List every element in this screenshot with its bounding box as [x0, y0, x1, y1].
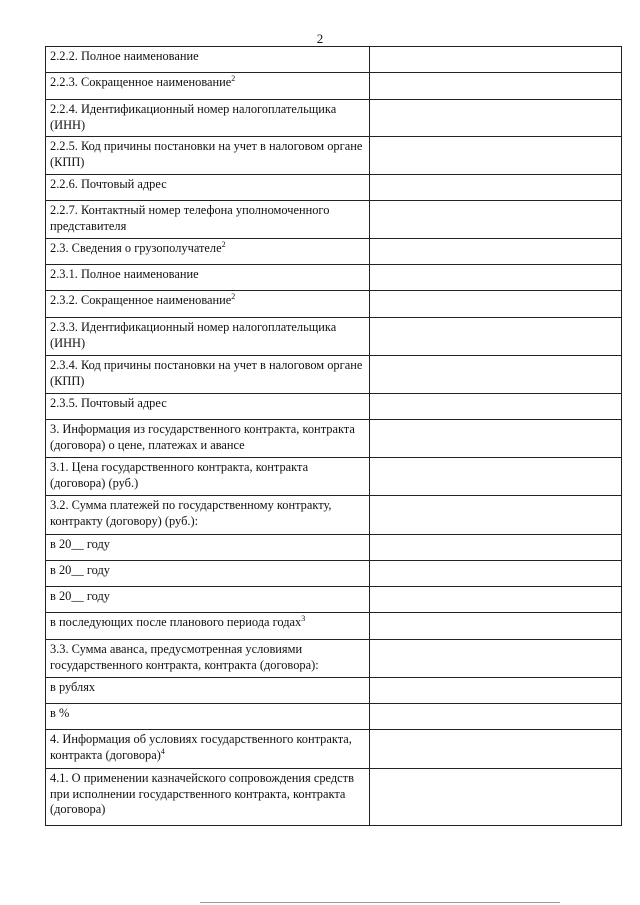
footnote-marker: 2: [231, 291, 236, 301]
field-label-cell: [46, 291, 370, 318]
field-label: 2.2.7. Контактный номер телефона уполномоченного представителя: [50, 203, 330, 233]
field-label: 2.2.5. Код причины постановки на учет в налоговом органе (КПП): [50, 139, 363, 169]
field-label-cell: [46, 73, 370, 100]
page-number: 2: [316, 31, 324, 46]
field-value-cell[interactable]: [370, 496, 622, 535]
field-value-cell[interactable]: [370, 356, 622, 394]
footnote-marker: 2: [221, 239, 226, 249]
field-value-cell[interactable]: [370, 137, 622, 175]
field-value-cell[interactable]: [370, 730, 622, 769]
field-value-cell[interactable]: [370, 73, 622, 100]
field-label: 2.3.2. Сокращенное наименование: [50, 293, 232, 307]
table-row: [46, 201, 622, 239]
table-body: [46, 47, 622, 826]
table-row: [46, 394, 622, 420]
table-row: [46, 587, 622, 613]
field-label: 3.1. Цена государственного контракта, контракта (договора) (руб.): [50, 460, 309, 490]
field-label-cell: [46, 769, 370, 826]
field-label-cell: [46, 678, 370, 704]
field-value-cell[interactable]: [370, 561, 622, 587]
field-value-cell[interactable]: [370, 458, 622, 496]
field-label-cell: [46, 201, 370, 239]
field-label: 2.2.4. Идентификационный номер налогоплательщика (ИНН): [50, 102, 337, 132]
field-label: в 20__ году: [50, 589, 110, 603]
table-row: [46, 47, 622, 73]
field-label-cell: [46, 587, 370, 613]
field-label: в последующих после планового периода годах: [50, 615, 302, 629]
field-label: в рублях: [50, 680, 96, 694]
table-row: [46, 730, 622, 769]
field-label: 2.3.4. Код причины постановки на учет в налоговом органе (КПП): [50, 358, 363, 388]
field-value-cell[interactable]: [370, 420, 622, 458]
field-value-cell[interactable]: [370, 100, 622, 137]
field-label: в %: [50, 706, 70, 720]
contract-info-table: [45, 46, 622, 826]
field-value-cell[interactable]: [370, 175, 622, 201]
field-value-cell[interactable]: [370, 201, 622, 239]
field-label: 4. Информация об условиях государственного контракта, контракта (договора): [50, 732, 352, 762]
table-row: [46, 420, 622, 458]
table-row: [46, 535, 622, 561]
field-value-cell[interactable]: [370, 613, 622, 640]
table-row: [46, 239, 622, 265]
table-row: [46, 640, 622, 678]
table-row: [46, 356, 622, 394]
table-row: [46, 291, 622, 318]
field-value-cell[interactable]: [370, 769, 622, 826]
field-label: в 20__ году: [50, 563, 110, 577]
field-value-cell[interactable]: [370, 394, 622, 420]
bottom-rule: [200, 902, 560, 903]
field-value-cell[interactable]: [370, 587, 622, 613]
footnote-marker: 3: [301, 613, 306, 623]
field-label-cell: [46, 265, 370, 291]
field-label-cell: [46, 356, 370, 394]
field-value-cell[interactable]: [370, 535, 622, 561]
field-label: 2.2.2. Полное наименование: [50, 49, 199, 63]
field-label-cell: [46, 640, 370, 678]
field-label-cell: [46, 458, 370, 496]
field-label-cell: [46, 613, 370, 640]
field-label: 2.2.3. Сокращенное наименование: [50, 75, 232, 89]
field-label: 3.3. Сумма аванса, предусмотренная условиями государственного контракта, контракта (договора):: [50, 642, 319, 672]
footnote-marker: 2: [231, 73, 236, 83]
table-row: [46, 613, 622, 640]
field-label: 4.1. О применении казначейского сопровождения средств при исполнении государственного контракта, контракта (договора): [50, 771, 354, 817]
field-label-cell: [46, 100, 370, 137]
field-value-cell[interactable]: [370, 291, 622, 318]
table-row: [46, 100, 622, 137]
table-row: [46, 175, 622, 201]
field-label: 2.3.3. Идентификационный номер налогоплательщика (ИНН): [50, 320, 337, 350]
field-label-cell: [46, 420, 370, 458]
field-value-cell[interactable]: [370, 640, 622, 678]
field-value-cell[interactable]: [370, 47, 622, 73]
field-value-cell[interactable]: [370, 239, 622, 265]
field-label-cell: [46, 175, 370, 201]
field-label-cell: [46, 239, 370, 265]
field-value-cell[interactable]: [370, 318, 622, 356]
field-value-cell[interactable]: [370, 678, 622, 704]
table-row: [46, 678, 622, 704]
field-label-cell: [46, 535, 370, 561]
field-label-cell: [46, 561, 370, 587]
field-label-cell: [46, 394, 370, 420]
table-row: [46, 73, 622, 100]
table-row: [46, 769, 622, 826]
field-label: 3.2. Сумма платежей по государственному контракту, контракту (договору) (руб.):: [50, 498, 332, 528]
table-row: [46, 496, 622, 535]
table-row: [46, 704, 622, 730]
field-label-cell: [46, 137, 370, 175]
field-value-cell[interactable]: [370, 265, 622, 291]
table-row: [46, 318, 622, 356]
field-label: 2.3.5. Почтовый адрес: [50, 396, 167, 410]
table-row: [46, 137, 622, 175]
table-row: [46, 458, 622, 496]
field-label-cell: [46, 318, 370, 356]
field-label: в 20__ году: [50, 537, 110, 551]
field-label: 2.3.1. Полное наименование: [50, 267, 199, 281]
field-label-cell: [46, 730, 370, 769]
footnote-marker: 4: [160, 746, 165, 756]
table-row: [46, 561, 622, 587]
field-label: 2.2.6. Почтовый адрес: [50, 177, 167, 191]
field-label-cell: [46, 704, 370, 730]
table-row: [46, 265, 622, 291]
field-label: 3. Информация из государственного контракта, контракта (договора) о цене, платежах и авансе: [50, 422, 355, 452]
field-label: 2.3. Сведения о грузополучателе: [50, 241, 222, 255]
field-value-cell[interactable]: [370, 704, 622, 730]
field-label-cell: [46, 47, 370, 73]
field-label-cell: [46, 496, 370, 535]
